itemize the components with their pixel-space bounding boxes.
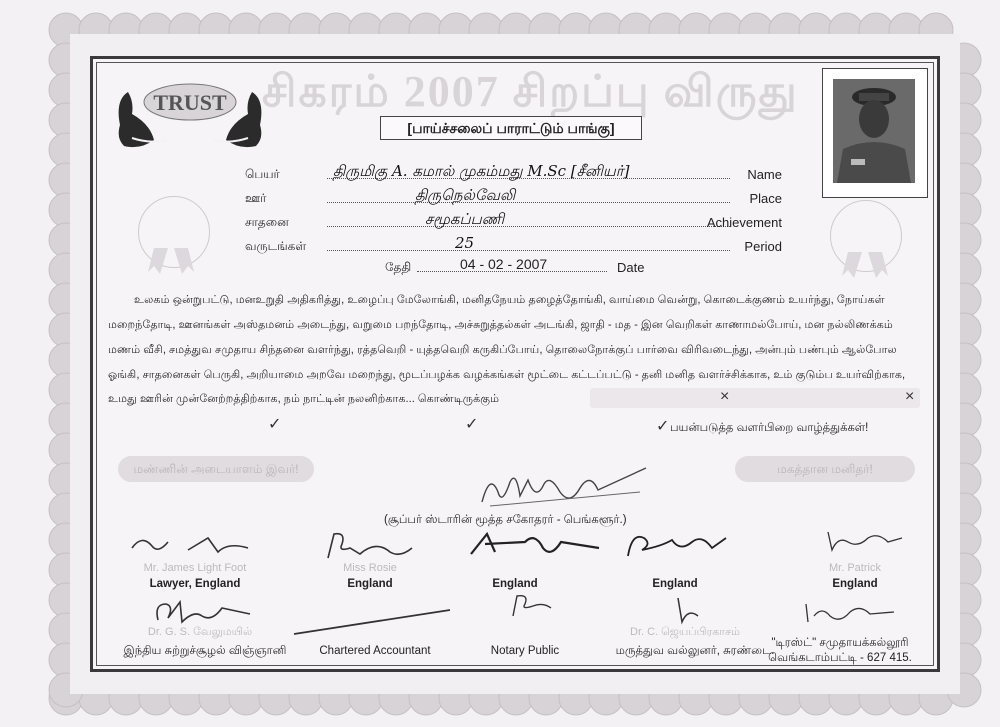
photo-portrait [833, 79, 915, 183]
field-value-name: திருமிகு A. கமால் முகம்மது M.Sc [சீனியர்] [333, 162, 630, 180]
right-seal-ribbon [840, 250, 890, 280]
field-label-tamil: பெயர் [245, 167, 280, 181]
field-value-place: திருநெல்வேலி [415, 186, 516, 204]
caption-2: England [347, 578, 393, 590]
paragraph-line: மணம் வீசி, சமத்துவ சமுதாய சிந்தனை வளர்ந்து, ரத்தவெறி - யுத்தவெறி கருகிப்போய், தொலைநோக்குப் பார்வை விரிவடைந்து, அன்பும் பண்பும் ஆல்போல [108, 344, 897, 356]
blessing-text: பயன்படுத்த வளர்பிறை வாழ்த்துக்கள்! [670, 422, 869, 434]
paragraph-line: உமது ஊரின் முன்னேற்றத்திற்காக, நம் நாட்டின் நலனிற்காக... கொண்டிருக்கும் [108, 393, 500, 405]
caption-5: England [832, 578, 878, 590]
signature-1 [128, 528, 258, 560]
dotted-line [327, 250, 730, 251]
caption-1: Lawyer, England [149, 578, 241, 590]
caption-6: இந்திய சுற்றுச்சூழல் விஞ்ஞானி [123, 645, 287, 657]
dotted-line [327, 226, 730, 227]
cross-mark: × [905, 388, 915, 405]
date-row [385, 256, 655, 276]
main-signature [480, 462, 650, 512]
paragraph-line: மறைந்தோடி, ஊனங்கள் அஸ்தமனம் அடைந்து, வறுமை பறந்தோடி, அச்சுறுத்தல்கள் அடங்கி, ஜாதி - மத - இன வெறிகள் காணாமல்போய், மன நல்லிணக்கம் [108, 319, 893, 331]
ghost-name-9: Dr. C. ஜெயப்பிரகாசம் [630, 626, 740, 638]
certificate-subtitle: [பாய்ச்சலைப் பாராட்டும் பாங்கு] [380, 116, 642, 140]
field-value-achievement: சமூகப்பணி [425, 210, 505, 228]
date-value: 04 - 02 - 2007 [460, 256, 548, 272]
brother-caption: (சூப்பர் ஸ்டாரின் மூத்த சகோதரர் - பெங்களூர்.) [384, 514, 627, 526]
caption-8: Notary Public [490, 645, 560, 657]
field-row-period [245, 236, 790, 256]
signature-8 [505, 590, 565, 622]
field-row-achievement [245, 212, 790, 232]
trust-hands-logo [110, 80, 270, 160]
signature-9 [668, 594, 708, 626]
signature-3 [465, 528, 605, 560]
signature-7 [290, 604, 460, 636]
signature-6 [150, 596, 260, 628]
caption-4: England [652, 578, 698, 590]
signature-2 [320, 530, 420, 562]
recipient-photo [822, 68, 928, 198]
dotted-line [327, 202, 730, 203]
field-label-english: Name [747, 167, 782, 182]
ghost-name-6: Dr. G. S. வேலுமயில் [147, 626, 253, 638]
signature-4 [622, 528, 732, 560]
signature-5 [818, 526, 908, 558]
caption-3: England [492, 578, 538, 590]
check-mark: ✓ [268, 416, 282, 433]
field-label-english: Place [749, 191, 782, 206]
ghost-label-right: மகத்தான மனிதர்! [735, 456, 915, 482]
ghost-name-5: Mr. Patrick [829, 562, 881, 574]
ghost-label-left: மண்ணின் அடையாளம் இவர்! [118, 456, 314, 482]
field-label-english: Period [744, 239, 782, 254]
caption-7: Chartered Accountant [319, 645, 431, 657]
signature-10 [800, 596, 900, 628]
field-label-tamil: வருடங்கள் [245, 239, 307, 253]
field-label-tamil: ஊர் [245, 191, 267, 205]
ghost-name-1: Mr. James Light Foot [143, 562, 247, 574]
watermark-title: சிகரம் 2007 சிறப்பு விருது [262, 67, 799, 116]
field-value-period: 25 [455, 234, 475, 252]
logo-text: TRUST [153, 90, 227, 115]
field-row-name [245, 164, 790, 184]
caption-10: "டிரஸ்ட்" சமுதாயக்கல்லூரி வெங்கடாம்பட்டி - 627 415. [768, 637, 912, 664]
check-mark: ✓ [656, 418, 670, 435]
paragraph-line: உலகம் ஒன்றுபட்டு, மனஉறுதி அதிகரித்து, உழைப்பு மேலோங்கி, மனிதநேயம் தழைத்தோங்கி, வாய்மை வென்று, கொடைக்குணம் உயர்ந்து, நோய்கள் [134, 294, 885, 306]
ghost-name-2: Miss Rosie [343, 562, 397, 574]
ghost-box [590, 388, 920, 408]
caption-9: மருத்துவ வல்லுனர், சுரண்டை. [615, 645, 775, 657]
check-mark: ✓ [465, 416, 479, 433]
paragraph-line: ஓங்கி, சாதனைகள் பெருகி, அறியாமை அறவே மறைந்து, மூடப்பழக்க வழக்கங்கள் மூட்டை கட்டப்பட்டு - தனி மனித வளர்ச்சிக்காக, உம் குடும்ப உயர்விற்காக, [108, 369, 906, 381]
cross-mark: × [720, 388, 730, 405]
left-seal-ribbon [146, 246, 196, 276]
field-label-tamil: சாதனை [245, 215, 289, 229]
date-label-tamil: தேதி [385, 260, 412, 274]
field-row-place [245, 188, 790, 208]
field-label-english: Achievement [706, 215, 782, 230]
date-label-english: Date [617, 260, 645, 275]
